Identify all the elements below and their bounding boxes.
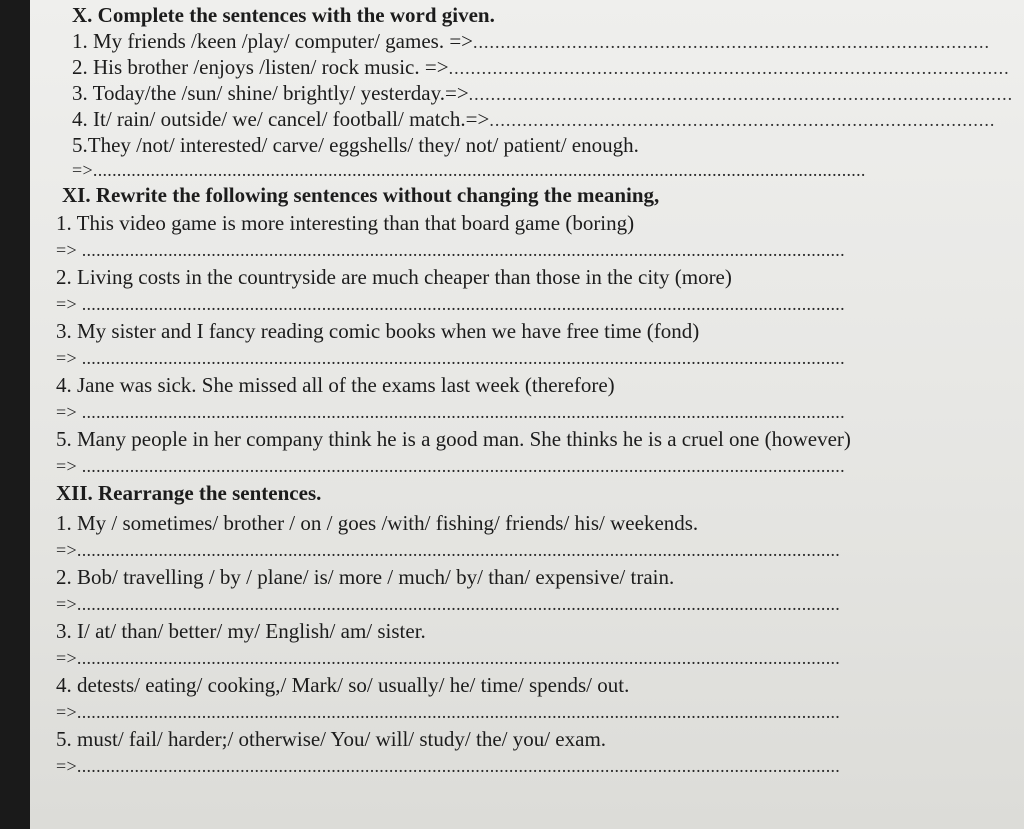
section-x-item-5 [72, 132, 1016, 158]
section-xi-item-5: 5. Many people in her company think he is a good man. She thinks he is a cruel one (however) [56, 427, 851, 451]
answer-line: =>................................................................................................................................................................. [72, 160, 866, 180]
answer-dots: .............................................................................................. [473, 32, 991, 52]
worksheet-page [30, 0, 1024, 829]
answer-dots: ................................................................................................... [468, 84, 1014, 104]
item-text: 5.They /not/ interested/ carve/ eggshells/ they/ not/ patient/ enough. [72, 133, 639, 157]
section-xii-item-1: 1. My / sometimes/ brother / on / goes /with/ fishing/ friends/ his/ weekends. [56, 511, 699, 535]
section-xi-item-1: 1. This video game is more interesting than that board game (boring) [56, 211, 635, 235]
section-x-item-2 [72, 54, 1016, 80]
section-xii-item-3: 3. I/ at/ than/ better/ my/ English/ am/ sister. [56, 619, 426, 643]
answer-line: => ............................................................................................................................................................... [56, 348, 845, 368]
item-text: 2. His brother /enjoys /listen/ rock music. => [72, 55, 449, 79]
item-text: 3. Today/the /sun/ shine/ brightly/ yesterday.=> [72, 81, 469, 105]
section-xii-item-2: 2. Bob/ travelling / by / plane/ is/ more / much/ by/ than/ expensive/ train. [56, 565, 675, 589]
answer-line: =>............................................................................................................................................................... [56, 702, 841, 722]
section-xi-item-4: 4. Jane was sick. She missed all of the exams last week (therefore) [56, 373, 615, 397]
answer-dots: ............................................................................................ [489, 110, 996, 130]
answer-dots: ...................................................................................................... [448, 58, 1010, 78]
section-xii-title: XII. Rearrange the sentences. [56, 481, 322, 505]
section-xii-item-4: 4. detests/ eating/ cooking,/ Mark/ so/ usually/ he/ time/ spends/ out. [56, 673, 630, 697]
section-x [56, 2, 1016, 182]
answer-line: =>............................................................................................................................................................... [56, 756, 841, 776]
section-x-item-3 [72, 80, 1016, 106]
answer-line: =>............................................................................................................................................................... [56, 540, 841, 560]
section-x-item-1 [72, 28, 1016, 54]
section-xii-item-5: 5. must/ fail/ harder;/ otherwise/ You/ will/ study/ the/ you/ exam. [56, 727, 607, 751]
answer-line: =>............................................................................................................................................................... [56, 648, 841, 668]
section-xi-title: XI. Rewrite the following sentences without changing the meaning, [62, 183, 660, 207]
answer-line: =>............................................................................................................................................................... [56, 594, 841, 614]
item-text: 1. My friends /keen /play/ computer/ games. => [72, 29, 474, 53]
section-xi-item-3: 3. My sister and I fancy reading comic books when we have free time (fond) [56, 319, 700, 343]
answer-line: => ............................................................................................................................................................... [56, 456, 845, 476]
section-xi [56, 182, 1016, 478]
section-x-item-4 [72, 106, 1016, 132]
worksheet-content [56, 2, 1016, 778]
answer-line: => ............................................................................................................................................................... [56, 240, 845, 260]
section-xii [56, 478, 1016, 778]
section-xi-item-2: 2. Living costs in the countryside are much cheaper than those in the city (more) [56, 265, 732, 289]
item-text: 4. It/ rain/ outside/ we/ cancel/ football/ match.=> [72, 107, 490, 131]
answer-line: => ............................................................................................................................................................... [56, 294, 845, 314]
answer-line: => ............................................................................................................................................................... [56, 402, 845, 422]
section-x-title: X. Complete the sentences with the word given. [72, 3, 495, 27]
